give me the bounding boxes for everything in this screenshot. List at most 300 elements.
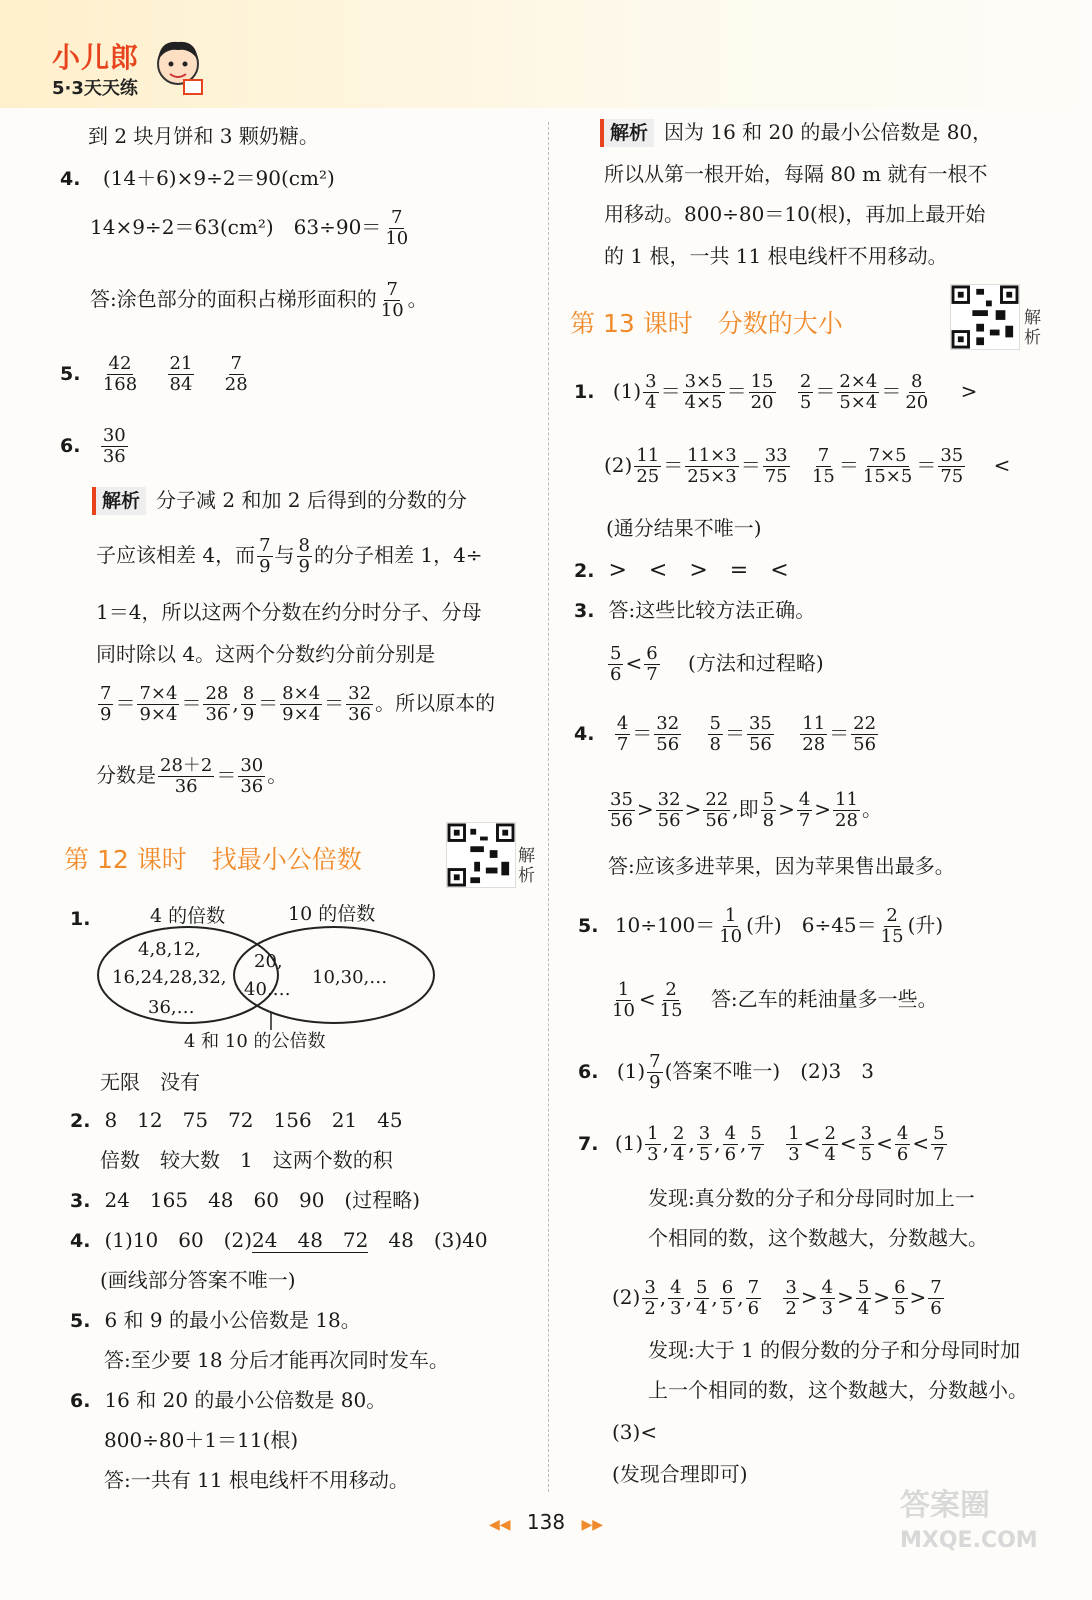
q5-a3: (升) xyxy=(907,913,944,937)
fraction xyxy=(820,1278,835,1319)
analysis-left-2 xyxy=(96,536,483,577)
numerator: 7 xyxy=(259,535,271,556)
numerator: 7 xyxy=(100,683,112,704)
fraction xyxy=(608,790,635,831)
denominator: 5 xyxy=(799,392,812,413)
denominator: 7 xyxy=(750,1144,762,1165)
fraction xyxy=(938,446,965,487)
fraction xyxy=(137,684,179,725)
venn-left-3: 36,… xyxy=(148,997,195,1018)
denominator: 56 xyxy=(748,734,772,755)
fraction xyxy=(703,790,730,831)
fraction xyxy=(859,1124,874,1165)
s12-q6-b: 800÷80＋1＝11(根) xyxy=(104,1428,299,1452)
numerator: 2×4 xyxy=(839,371,878,392)
fraction xyxy=(928,1278,943,1319)
numerator: 8 xyxy=(242,683,255,704)
q2-a: > < > = < xyxy=(608,558,789,583)
fraction xyxy=(608,644,623,685)
denominator: 75 xyxy=(764,466,788,487)
fraction xyxy=(837,372,879,413)
q-number: 1. xyxy=(574,381,595,403)
denominator: 9 xyxy=(100,704,112,725)
numerator: 11×3 xyxy=(687,445,737,466)
denominator: 6 xyxy=(610,664,622,685)
numerator: 7×4 xyxy=(139,683,178,704)
fraction xyxy=(101,426,128,467)
denominator: 5 xyxy=(860,1144,873,1165)
analysis-right-3: 用移动。800÷80＝10(根)，再加上最开始 xyxy=(604,202,986,226)
venn-right-1: 10,30,… xyxy=(312,967,388,988)
s12-q6 xyxy=(70,1386,386,1415)
q-number: 5. xyxy=(60,363,81,385)
fraction xyxy=(833,790,860,831)
denominator: 36 xyxy=(240,776,264,797)
q-number: 3. xyxy=(70,1190,91,1212)
analysis-text: 的分子相差 1，4÷ xyxy=(314,543,483,567)
denominator: 5×4 xyxy=(839,392,878,413)
denominator: 25×3 xyxy=(687,466,737,487)
denominator: 7 xyxy=(933,1144,945,1165)
fraction xyxy=(856,1278,871,1319)
qr-code-icon[interactable] xyxy=(446,822,516,888)
q3-a: 答:这些比较方法正确。 xyxy=(608,598,816,622)
denominator: 3 xyxy=(647,1144,659,1165)
venn-left-1: 4,8,12, xyxy=(138,939,201,960)
numerator: 5 xyxy=(933,1123,945,1144)
denominator: 7 xyxy=(798,810,811,831)
venn-mid-1: 20, xyxy=(254,951,283,972)
q4-b-text: 14×9÷2＝63(cm²) 63÷90＝ xyxy=(90,215,382,239)
r-q7-f1b: 个相同的数，这个数越大，分数越大。 xyxy=(648,1226,988,1250)
analysis-left-1 xyxy=(92,486,467,515)
fraction xyxy=(297,536,312,577)
numerator: 4 xyxy=(896,1123,909,1144)
numerator: 8×4 xyxy=(282,683,321,704)
denominator: 36 xyxy=(348,704,372,725)
denominator: 168 xyxy=(102,374,138,395)
numerator: 5 xyxy=(762,789,775,810)
r-q7-f2a: 发现:大于 1 的假分数的分子和分母同时加 xyxy=(648,1338,1021,1362)
part-label: (1) xyxy=(614,1131,644,1155)
numerator: 6 xyxy=(646,643,658,664)
fraction xyxy=(634,446,661,487)
fraction xyxy=(708,714,723,755)
part-label: (2) xyxy=(612,1285,641,1309)
q-number: 2. xyxy=(574,560,595,582)
fraction xyxy=(720,1278,735,1319)
prev-arrow-icon[interactable]: ◀◀ xyxy=(489,1517,511,1533)
numerator: 42 xyxy=(108,353,132,374)
r-q7-row2: (2) $\frac{3}{2}$ , $\frac{4}{3}$ , $\frac{5}{4}$ , $\frac{6}{5}$ , $\frac{7}{6}$ $\frac{3}{2}$ > $\frac{4}{3}$ > $\frac{5}{4}$ > $\frac{6}{5}$ > $\frac{7}{6}$ xyxy=(612,1277,942,1319)
denominator: 9 xyxy=(649,1072,661,1093)
fraction xyxy=(642,1278,657,1319)
numerator: 2 xyxy=(665,979,677,1000)
r-q1-row2: (2) $\frac{11}{25}$ ＝ $\frac{11\times 3}{25\times 3}$ ＝ $\frac{33}{75}$ $\frac{7}{15}$ ＝ $\frac{7\times 5}{15\times 5}$ ＝ $\frac{35}{75}$ < xyxy=(604,445,1011,487)
venn-label-10: 10 的倍数 xyxy=(288,903,376,925)
numerator: 28 xyxy=(205,683,229,704)
fraction xyxy=(671,1124,686,1165)
r-q7-note: (发现合理即可) xyxy=(612,1462,748,1486)
numerator: 4 xyxy=(724,1123,737,1144)
part-label: (1) xyxy=(612,379,642,403)
fraction xyxy=(892,1278,907,1319)
q-number: 7. xyxy=(578,1133,599,1155)
numerator: 3 xyxy=(645,371,657,392)
denominator: 10 xyxy=(612,1000,635,1021)
fraction xyxy=(747,714,774,755)
denominator: 15 xyxy=(880,926,904,947)
denominator: 5 xyxy=(698,1144,711,1165)
left-line-1: 到 2 块月饼和 3 颗奶糖。 xyxy=(88,124,319,148)
fraction xyxy=(645,1124,660,1165)
q5-a: 6 和 9 的最小公倍数是 18。 xyxy=(104,1308,361,1332)
fraction xyxy=(346,684,373,725)
numerator: 21 xyxy=(169,353,193,374)
fraction xyxy=(822,1124,837,1165)
numerator: 3 xyxy=(785,1277,797,1298)
q-number: 4. xyxy=(60,168,81,190)
r-q7-row1: 7. (1) $\frac{1}{3}$ , $\frac{2}{4}$ , $\frac{3}{5}$ , $\frac{4}{6}$ , $\frac{5}{7}$ $\frac{1}{3}$ < $\frac{2}{4}$ < $\frac{3}{5}$ < $\frac{4}{6}$ < $\frac{5}{7}$ xyxy=(578,1123,945,1165)
fraction xyxy=(379,280,406,321)
fraction xyxy=(644,644,659,685)
q4-line-b xyxy=(90,208,412,249)
numerator: 30 xyxy=(240,755,264,776)
denominator: 8 xyxy=(709,734,721,755)
denominator: 20 xyxy=(750,392,774,413)
q4-line-c xyxy=(90,280,428,321)
r-q4-ans: 答:应该多进苹果，因为苹果售出最多。 xyxy=(608,854,955,878)
qr-label: 解析 xyxy=(518,846,535,886)
fraction xyxy=(654,714,681,755)
numerator: 8 xyxy=(911,371,923,392)
denominator: 28 xyxy=(835,810,858,831)
numerator: 6 xyxy=(721,1277,734,1298)
numerator: 7 xyxy=(930,1277,942,1298)
q-number: 4. xyxy=(574,723,595,745)
watermark-url: MXQE.COM xyxy=(900,1528,1038,1553)
denominator: 28 xyxy=(802,734,826,755)
fraction xyxy=(851,714,878,755)
q2-a: 8 12 75 72 156 21 45 xyxy=(104,1108,403,1132)
fraction xyxy=(658,980,685,1021)
denominator: 28 xyxy=(224,374,248,395)
analysis-left-6: 分数是 $\frac{28+2}{36}$ ＝ $\frac{30}{36}$ 。 xyxy=(96,755,288,797)
s12-q1-ans: 无限 没有 xyxy=(100,1070,200,1094)
analysis-left-4: 同时除以 4。这两个分数约分前分别是 xyxy=(96,642,436,666)
fraction xyxy=(203,684,230,725)
fraction xyxy=(241,684,256,725)
denominator: 36 xyxy=(205,704,229,725)
s12-q2 xyxy=(70,1106,403,1135)
numerator: 11 xyxy=(835,789,858,810)
denominator: 4 xyxy=(695,1298,708,1319)
q-number: 5. xyxy=(70,1310,91,1332)
q6-a2: (答案不唯一) (2)3 3 xyxy=(664,1059,874,1083)
fraction xyxy=(238,756,265,797)
logo-sub: 5·3天天练 xyxy=(52,78,138,99)
numerator: 7 xyxy=(649,1051,661,1072)
denominator: 56 xyxy=(656,734,680,755)
r-q2 xyxy=(574,556,789,585)
r-q4-row1: 4. $\frac{4}{7}$ ＝ $\frac{32}{56}$ $\frac{5}{8}$ ＝ $\frac{35}{56}$ $\frac{11}{28}$ ＝ $\frac{22}{56}$ xyxy=(574,713,877,755)
denominator: 9×4 xyxy=(282,704,321,725)
numerator: 3 xyxy=(698,1123,711,1144)
denominator: 15 xyxy=(659,1000,683,1021)
numerator: 5 xyxy=(709,713,721,734)
qr-code-icon[interactable] xyxy=(950,284,1020,350)
q-number: 2. xyxy=(70,1110,91,1132)
q-number: 3. xyxy=(574,600,595,622)
fraction xyxy=(158,756,214,797)
numerator: 4 xyxy=(798,789,811,810)
denominator: 4 xyxy=(824,1144,836,1165)
numerator: 33 xyxy=(764,445,788,466)
venn-left-2: 16,24,28,32, xyxy=(112,967,227,988)
denominator: 3 xyxy=(821,1298,834,1319)
denominator: 4 xyxy=(857,1298,870,1319)
numerator: 4 xyxy=(616,713,629,734)
fraction xyxy=(697,1124,712,1165)
q-number: 6. xyxy=(70,1390,91,1412)
header xyxy=(0,0,1092,108)
numerator: 4 xyxy=(821,1277,834,1298)
denominator: 6 xyxy=(724,1144,737,1165)
denominator: 56 xyxy=(610,810,633,831)
numerator: 32 xyxy=(656,713,680,734)
column-divider xyxy=(548,122,549,1492)
fraction xyxy=(223,354,250,395)
fraction xyxy=(879,906,906,947)
analysis-text: 分数是 xyxy=(96,763,156,787)
q3-a: 24 165 48 60 90 (过程略) xyxy=(104,1188,421,1212)
numerator: 1 xyxy=(647,1123,659,1144)
q6-left xyxy=(60,426,130,467)
q4-a1: (1)10 60 (2) xyxy=(104,1228,253,1252)
r-q5-b: $\frac{1}{10}$ < $\frac{2}{15}$ 答:乙车的耗油量多一些。 xyxy=(612,979,938,1021)
analysis-right-4: 的 1 根，一共 11 根电线杆不用移动。 xyxy=(604,244,948,268)
numerator: 2 xyxy=(672,1123,685,1144)
denominator: 3 xyxy=(670,1298,682,1319)
q6-a: 16 和 20 的最小公倍数是 80。 xyxy=(104,1388,387,1412)
analysis-tag: 解析 xyxy=(92,487,146,515)
fraction xyxy=(861,446,914,487)
fraction xyxy=(761,790,776,831)
s12-q4 xyxy=(70,1226,488,1255)
analysis-text: 。所以原本的 xyxy=(375,691,496,715)
analysis-text: 与 xyxy=(274,543,295,567)
numerator: 32 xyxy=(657,789,681,810)
fraction xyxy=(615,714,630,755)
q4-a3: 48 (3)40 xyxy=(368,1228,488,1252)
fraction xyxy=(895,1124,910,1165)
numerator: 11 xyxy=(636,445,660,466)
q4-c-end: 。 xyxy=(407,287,428,311)
numerator: 3 xyxy=(860,1123,873,1144)
q6-a1: (1) xyxy=(616,1059,646,1083)
numerator: 7 xyxy=(386,279,398,300)
numerator: 5 xyxy=(695,1277,708,1298)
numerator: 1 xyxy=(724,905,737,926)
numerator: 22 xyxy=(853,713,877,734)
denominator: 6 xyxy=(896,1144,909,1165)
fraction xyxy=(683,372,725,413)
numerator: 5 xyxy=(610,643,622,664)
s12-q1-no xyxy=(70,904,90,933)
denominator: 36 xyxy=(174,776,198,797)
next-arrow-icon[interactable]: ▶▶ xyxy=(581,1517,603,1533)
fraction xyxy=(610,980,637,1021)
fraction xyxy=(383,208,410,249)
numerator: 7 xyxy=(391,207,403,228)
logo-main: 小儿郎 xyxy=(52,41,140,74)
denominator: 9 xyxy=(259,556,271,577)
section-13-title: 第 13 课时 分数的大小 xyxy=(570,309,843,338)
denominator: 10 xyxy=(719,926,743,947)
q3-note: (方法和过程略) xyxy=(688,651,824,675)
analysis-text: 子应该相差 4，而 xyxy=(96,543,256,567)
denominator: 15 xyxy=(811,466,835,487)
s12-q5 xyxy=(70,1306,361,1335)
q5-ans: 答:乙车的耗油量多一些。 xyxy=(710,987,938,1011)
s12-q6-c: 答:一共有 11 根电线杆不用移动。 xyxy=(104,1468,409,1492)
fraction xyxy=(786,1124,801,1165)
q-number: 4. xyxy=(70,1230,91,1252)
numerator: 1 xyxy=(788,1123,800,1144)
r-q5 xyxy=(578,906,943,947)
fraction xyxy=(98,684,113,725)
s12-q2-b: 倍数 较大数 1 这两个数的积 xyxy=(100,1148,393,1172)
fraction xyxy=(800,714,827,755)
numerator: 32 xyxy=(348,683,372,704)
denominator: 9 xyxy=(242,704,255,725)
q4-line-a: (14＋6)×9÷2＝90(cm²) xyxy=(102,166,335,190)
q-number: 6. xyxy=(578,1061,599,1083)
numerator: 5 xyxy=(750,1123,762,1144)
denominator: 25 xyxy=(636,466,660,487)
numerator: 35 xyxy=(748,713,772,734)
numerator: 5 xyxy=(857,1277,870,1298)
fraction xyxy=(798,372,813,413)
denominator: 3 xyxy=(788,1144,800,1165)
numerator: 35 xyxy=(940,445,964,466)
denominator: 6 xyxy=(930,1298,942,1319)
fraction xyxy=(763,446,790,487)
denominator: 4×5 xyxy=(684,392,723,413)
fraction xyxy=(101,354,139,395)
fraction xyxy=(931,1124,946,1165)
r-q7-f1a: 发现:真分数的分子和分母同时加上一 xyxy=(648,1186,975,1210)
r-q1-note: (通分结果不唯一) xyxy=(606,516,762,540)
denominator: 75 xyxy=(940,466,964,487)
analysis-text: 分子减 2 和加 2 后得到的分数的分 xyxy=(156,488,467,512)
denominator: 84 xyxy=(169,374,193,395)
numerator: 2 xyxy=(886,905,898,926)
fraction xyxy=(694,1278,709,1319)
analysis-left-5: $\frac{7}{9}$ ＝ $\frac{7\times 4}{9\times 4}$ ＝ $\frac{28}{36}$ , $\frac{8}{9}$ ＝ $\frac{8\times 4}{9\times 4}$ ＝ $\frac{32}{36}$ 。所以原本的 xyxy=(100,683,496,725)
compare-sign: > xyxy=(960,379,978,403)
venn-label-4: 4 的倍数 xyxy=(150,905,226,927)
numerator: 1 xyxy=(617,979,630,1000)
denominator: 8 xyxy=(762,810,775,831)
r-q3-b: $\frac{5}{6}$ < $\frac{6}{7}$ (方法和过程略) xyxy=(610,643,824,685)
watermark-logo: 答案圈 xyxy=(900,1488,990,1523)
denominator: 36 xyxy=(102,446,126,467)
fraction xyxy=(656,790,683,831)
denominator: 4 xyxy=(672,1144,685,1165)
analysis-right-1 xyxy=(600,118,992,147)
s12-q3 xyxy=(70,1186,420,1215)
q4-c-text: 答:涂色部分的面积占梯形面积的 xyxy=(90,287,377,311)
analysis-text: 。 xyxy=(267,763,288,787)
denominator: 7 xyxy=(616,734,629,755)
numerator: 28＋2 xyxy=(160,755,213,776)
numerator: 7 xyxy=(747,1277,760,1298)
page-number-text: 138 xyxy=(526,1510,566,1534)
r-q3 xyxy=(574,596,815,625)
numerator: 4 xyxy=(670,1277,682,1298)
mascot-icon xyxy=(150,34,206,100)
fraction xyxy=(668,1278,683,1319)
q5-left xyxy=(60,354,252,395)
denominator: 6 xyxy=(747,1298,760,1319)
section-12-title: 第 12 课时 找最小公倍数 xyxy=(64,845,362,874)
denominator: 56 xyxy=(853,734,877,755)
analysis-right-2: 所以从第一根开始，每隔 80 m 就有一根不 xyxy=(604,162,988,186)
numerator: 3×5 xyxy=(684,371,723,392)
denominator: 15×5 xyxy=(862,466,913,487)
fraction xyxy=(748,1124,763,1165)
part-label: (2) xyxy=(604,453,633,477)
denominator: 56 xyxy=(657,810,681,831)
venn-bottom: 4 和 10 的公倍数 xyxy=(184,1031,326,1052)
venn-mid-2: 40,… xyxy=(244,979,291,1000)
numerator: 7×5 xyxy=(868,445,907,466)
numerator: 2 xyxy=(799,371,812,392)
r-q1-row1: 1. (1) $\frac{3}{4}$ ＝ $\frac{3\times 5}{4\times 5}$ ＝ $\frac{15}{20}$ $\frac{2}{5}$ ＝ $\frac{2\times 4}{5\times 4}$ ＝ $\frac{8}{20}$ > xyxy=(574,371,978,413)
q4-mid: ,即 xyxy=(732,797,759,821)
numerator: 35 xyxy=(610,789,633,810)
r-q7-f2b: 上一个相同的数，这个数越大，分数越小。 xyxy=(648,1378,1028,1402)
denominator: 4 xyxy=(645,392,657,413)
denominator: 5 xyxy=(894,1298,906,1319)
fraction xyxy=(723,1124,738,1165)
numerator: 6 xyxy=(894,1277,906,1298)
q4-left xyxy=(60,164,335,193)
fraction xyxy=(749,372,776,413)
analysis-tag: 解析 xyxy=(600,119,654,147)
s12-q5-b: 答:至少要 18 分后才能再次同时发车。 xyxy=(104,1348,449,1372)
q-number: 6. xyxy=(60,435,81,457)
analysis-text: 因为 16 和 20 的最小公倍数是 80， xyxy=(664,120,993,144)
q4-underlined: 24 48 72 xyxy=(252,1228,369,1252)
denominator: 20 xyxy=(905,392,929,413)
denominator: 56 xyxy=(705,810,729,831)
s12-q4-b: (画线部分答案不唯一) xyxy=(100,1268,296,1292)
fraction xyxy=(810,446,837,487)
denominator: 10 xyxy=(385,228,409,249)
numerator: 11 xyxy=(802,713,826,734)
denominator: 2 xyxy=(785,1298,797,1319)
denominator: 5 xyxy=(721,1298,734,1319)
numerator: 7 xyxy=(817,445,830,466)
fraction xyxy=(647,1052,662,1093)
r-q4-row2: $\frac{35}{56}$ > $\frac{32}{56}$ > $\frac{22}{56}$ ,即 $\frac{5}{8}$ > $\frac{4}{7}$ > $\frac{11}{28}$ 。 xyxy=(610,789,882,831)
denominator: 9 xyxy=(298,556,310,577)
qr-label: 解析 xyxy=(1024,308,1041,348)
r-q6 xyxy=(578,1052,874,1093)
q5-a2: (升) 6÷45＝ xyxy=(746,913,877,937)
